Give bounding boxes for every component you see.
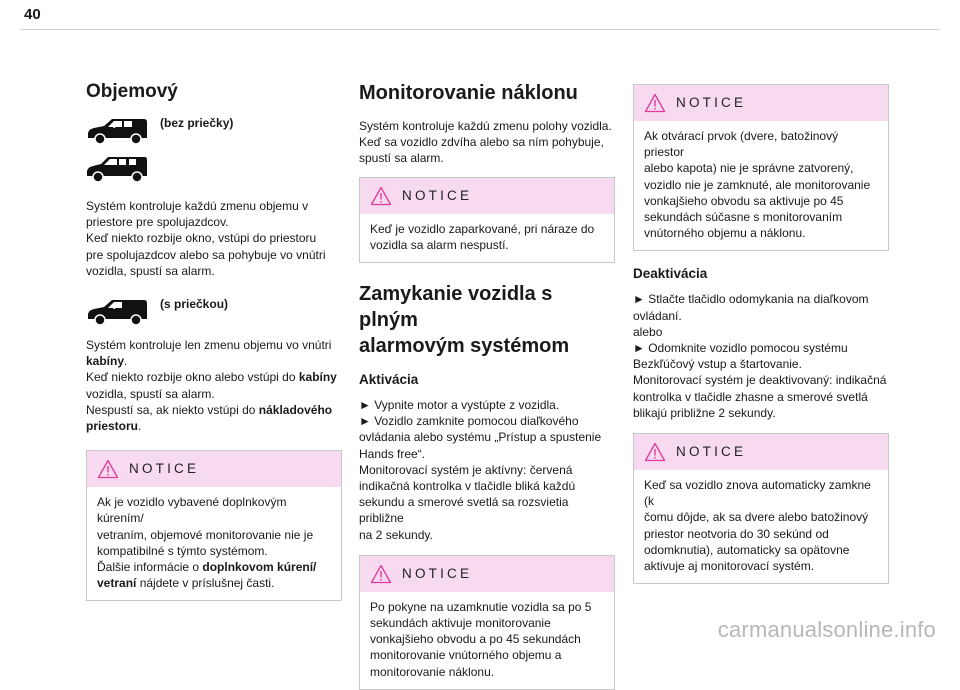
notice-box-open-element xyxy=(633,84,889,251)
column-tilt xyxy=(359,80,615,690)
warning-triangle-icon xyxy=(370,186,392,206)
notice-text: Ak je vozidlo vybavené doplnkovým kúrením/ vetraním, objemové monitorovanie nie je kompatibilné s týmto systémom. Ďalšie informácie o doplnkovom kúrení/ vetraní nájdete v príslušnej časti. xyxy=(97,495,317,591)
warning-triangle-icon xyxy=(644,93,666,113)
notice-text: Keď je vozidlo zaparkované, pri náraze do vozidla sa alarm nespustí. xyxy=(370,221,595,252)
vehicle-label-no-partition: (bez priečky) xyxy=(160,116,234,130)
notice-header xyxy=(634,85,888,121)
van-silhouette-icon xyxy=(86,154,148,184)
warning-triangle-icon xyxy=(97,459,119,479)
watermark: carmanualsonline.info xyxy=(717,617,936,642)
header-divider xyxy=(20,29,940,30)
column-deactivation xyxy=(633,84,889,584)
van-silhouette-icon xyxy=(86,116,148,146)
vehicle-row-with-partition xyxy=(86,297,342,331)
vehicle-row-no-partition xyxy=(86,116,342,150)
notice-box-parked xyxy=(359,177,615,263)
notice-header xyxy=(634,434,888,470)
notice-header xyxy=(360,178,614,214)
section-title-full-alarm: Zamykanie vozidla s plným alarmovým systémom xyxy=(359,283,570,358)
warning-triangle-icon xyxy=(370,564,392,584)
column-volumetric xyxy=(86,80,342,601)
tilt-description: Systém kontroluje každú zmenu polohy vozidla. Keď sa vozidlo zdvíha alebo sa ním pohybuje, spustí sa alarm. xyxy=(359,119,612,166)
warning-triangle-icon xyxy=(644,442,666,462)
notice-text: Po pokyne na uzamknutie vozidla sa po 5 sekundách aktivuje monitorovanie vonkajšieho obvodu a po 45 sekundách monitorovanie vnútorného objemu a monitorovanie náklonu. xyxy=(370,599,592,679)
notice-box-lock-delay xyxy=(359,555,615,690)
subsection-activation: Aktivácia xyxy=(359,372,419,388)
subsection-deactivation: Deaktivácia xyxy=(633,266,708,282)
van-silhouette-icon xyxy=(86,297,148,327)
notice-text: Keď sa vozidlo znova automaticky zamkne (k čomu dôjde, ak sa dvere alebo batožinový priestor neotvoria do 30 sekúnd od odomknutia), automaticky sa opätovne aktivuje aj monitorovací systém. xyxy=(644,478,871,574)
notice-header xyxy=(87,451,341,487)
vehicle-label-with-partition: (s priečkou) xyxy=(160,297,229,312)
section-title-volumetric: Objemový xyxy=(86,81,178,102)
notice-header xyxy=(360,556,614,592)
notice-title: NOTICE xyxy=(402,187,473,203)
volumetric-description: Systém kontroluje každú zmenu objemu v priestore pre spolujazdcov. Keď niekto rozbije okno, vstúpi do priestoru pre spolujazdcov alebo sa pohybuje vo vnútri vozidla, spustí sa alarm. xyxy=(86,199,326,278)
vehicle-row-long xyxy=(86,154,342,188)
notice-title: NOTICE xyxy=(129,461,200,477)
notice-text: Ak otvárací prvok (dvere, batožinový priestor alebo kapota) nie je správne zatvorený, vozidlo nie je zamknuté, ale monitorovanie vonkajšieho obvodu sa aktivuje po 45 sekundách súčasne s monitorovaním vnútorného objemu a náklonu. xyxy=(644,129,871,241)
notice-box-heating xyxy=(86,450,342,601)
notice-title: NOTICE xyxy=(402,565,473,581)
activation-steps: ► Vypnite motor a vystúpte z vozidla. ► Vozidlo zamknite pomocou diaľkového ovládania alebo systému „Prístup a spustenie Hands free“. Monitorovací systém je aktívny: červená indikačná kontrolka v tlačidle bliká každú sekundu a smerové svetlá sa rozsvietia približne na 2 sekundy. xyxy=(359,398,602,542)
cabin-description: Systém kontroluje len zmenu objemu vo vnútri kabíny. Keď niekto rozbije okno alebo vstúpi do kabíny vozidla, spustí sa alarm. Nespustí sa, ak niekto vstúpi do nákladového priestoru. xyxy=(86,338,337,434)
notice-box-auto-relock xyxy=(633,433,889,584)
notice-title: NOTICE xyxy=(676,94,747,110)
page-number: 40 xyxy=(24,6,41,23)
deactivation-steps: ► Stlačte tlačidlo odomykania na diaľkovom ovládaní. alebo ► Odomknite vozidlo pomocou systému Bezkľúčový vstup a štartovanie. Monitorovací systém je deaktivovaný: indikačná kontrolka v tlačidle zhasne a smerové svetlá blikajú približne 2 sekundy. xyxy=(633,292,887,420)
section-title-tilt: Monitorovanie náklonu xyxy=(359,82,578,104)
notice-title: NOTICE xyxy=(676,443,747,459)
